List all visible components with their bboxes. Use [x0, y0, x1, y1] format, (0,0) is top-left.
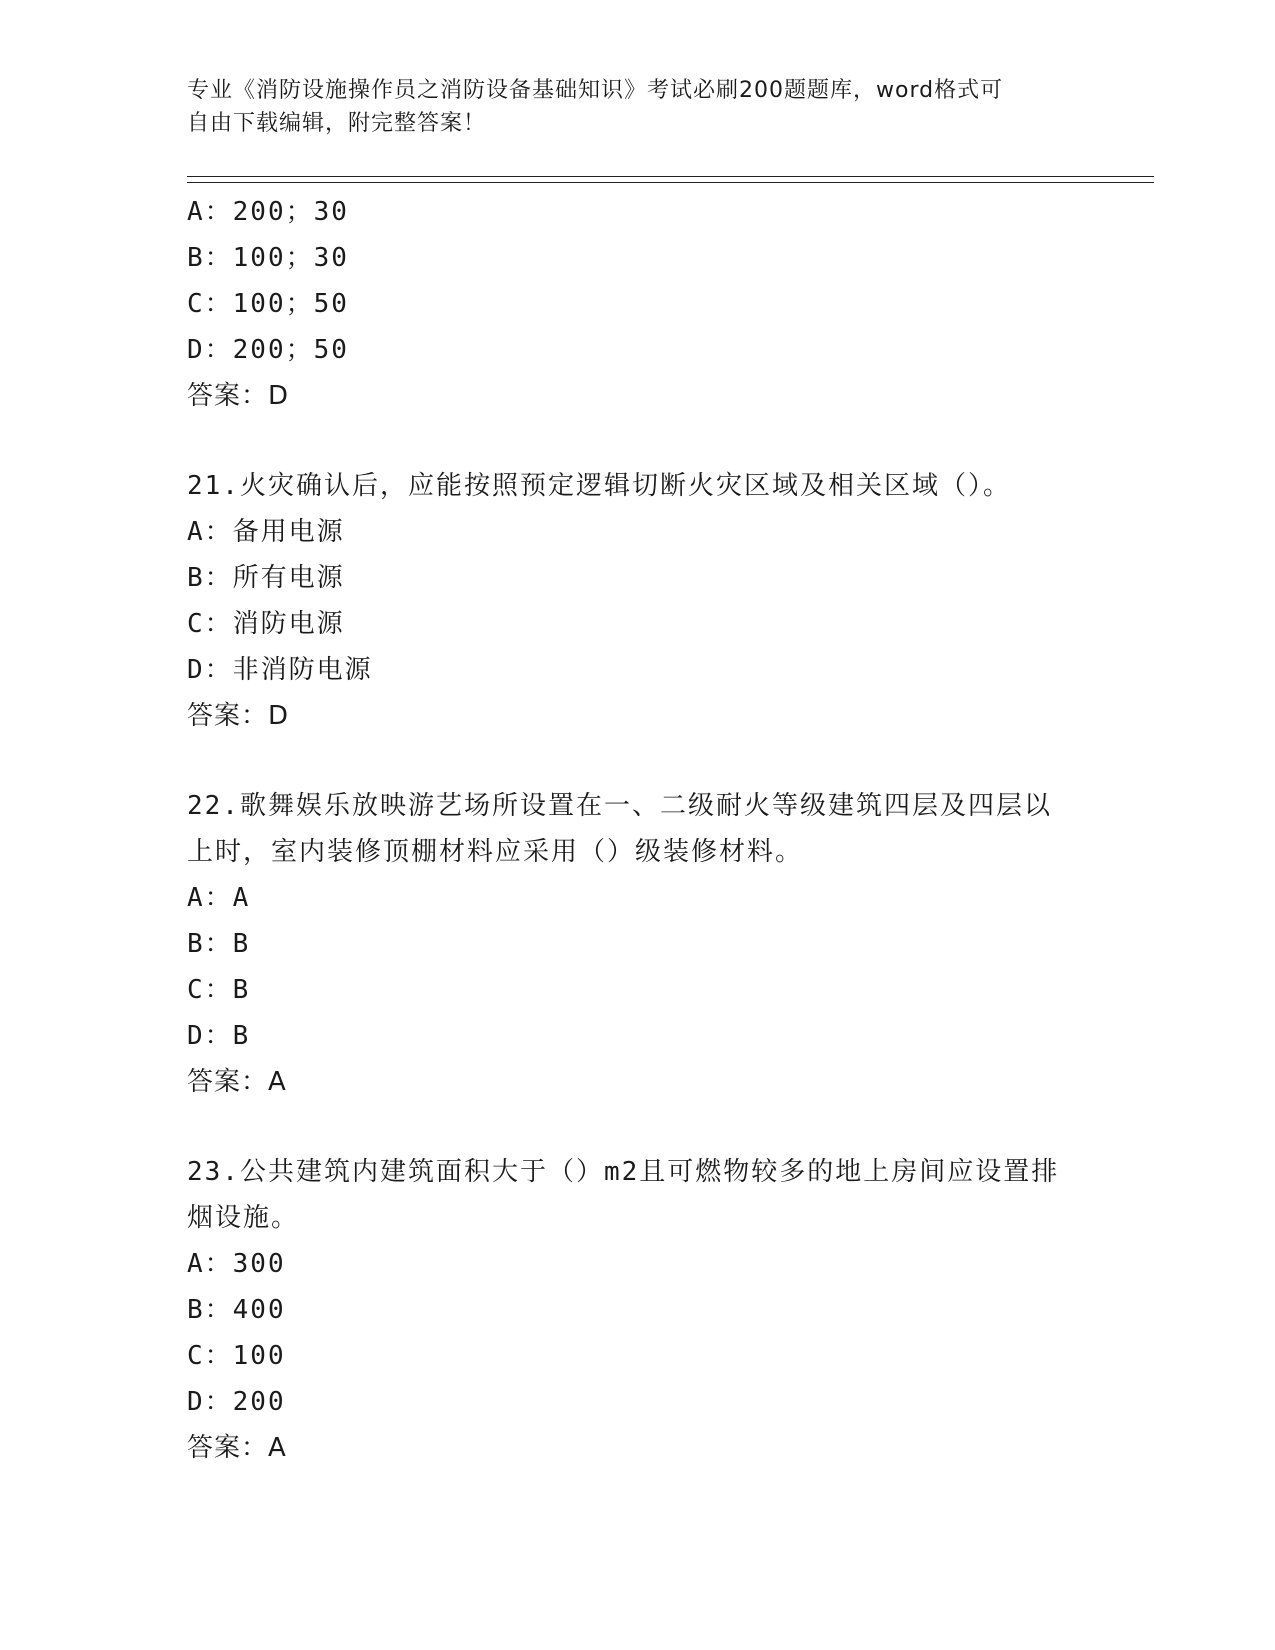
- answer: 答案：D: [187, 381, 290, 411]
- spacer: [187, 1105, 1147, 1149]
- option-d: D：B: [187, 1021, 251, 1051]
- question-stem-line-1: 22.歌舞娱乐放映游艺场所设置在一、二级耐火等级建筑四层及四层以: [187, 791, 1052, 821]
- option-d: D：200；50: [187, 335, 349, 365]
- spacer: [187, 739, 1147, 783]
- question-20-tail: [187, 189, 1147, 419]
- answer: 答案：D: [187, 701, 290, 731]
- option-c: C：100；50: [187, 289, 349, 319]
- question-list: [187, 189, 1147, 1471]
- answer: 答案：A: [187, 1067, 287, 1097]
- header-divider-top: [187, 176, 1154, 177]
- option-a: A：A: [187, 883, 251, 913]
- option-a: A：300: [187, 1249, 286, 1279]
- question-stem: 21.火灾确认后，应能按照预定逻辑切断火灾区域及相关区域（）。: [187, 471, 1011, 501]
- option-a: A：200；30: [187, 197, 349, 227]
- question-stem-line-2: 上时，室内装修顶棚材料应采用（）级装修材料。: [187, 837, 804, 867]
- document-header: [187, 74, 1067, 140]
- option-a: A：备用电源: [187, 517, 345, 547]
- header-title-line-1: 专业《消防设施操作员之消防设备基础知识》考试必刷200题题库，word格式可: [187, 78, 1004, 103]
- option-b: B：400: [187, 1295, 286, 1325]
- header-divider-bottom: [187, 182, 1154, 183]
- option-b: B：B: [187, 929, 251, 959]
- option-c: C：100: [187, 1341, 286, 1371]
- option-b: B：所有电源: [187, 563, 345, 593]
- header-title-line-2: 自由下载编辑，附完整答案！: [187, 111, 487, 136]
- question-22: [187, 783, 1147, 1105]
- question-stem-line-1: 23.公共建筑内建筑面积大于（）m2且可燃物较多的地上房间应设置排: [187, 1157, 1060, 1187]
- option-b: B：100；30: [187, 243, 349, 273]
- spacer: [187, 419, 1147, 463]
- option-d: D：200: [187, 1387, 286, 1417]
- answer: 答案：A: [187, 1433, 287, 1463]
- option-c: C：消防电源: [187, 609, 345, 639]
- option-d: D：非消防电源: [187, 655, 373, 685]
- question-stem-line-2: 烟设施。: [187, 1203, 300, 1233]
- option-c: C：B: [187, 975, 251, 1005]
- question-23: [187, 1149, 1147, 1471]
- question-21: [187, 463, 1147, 739]
